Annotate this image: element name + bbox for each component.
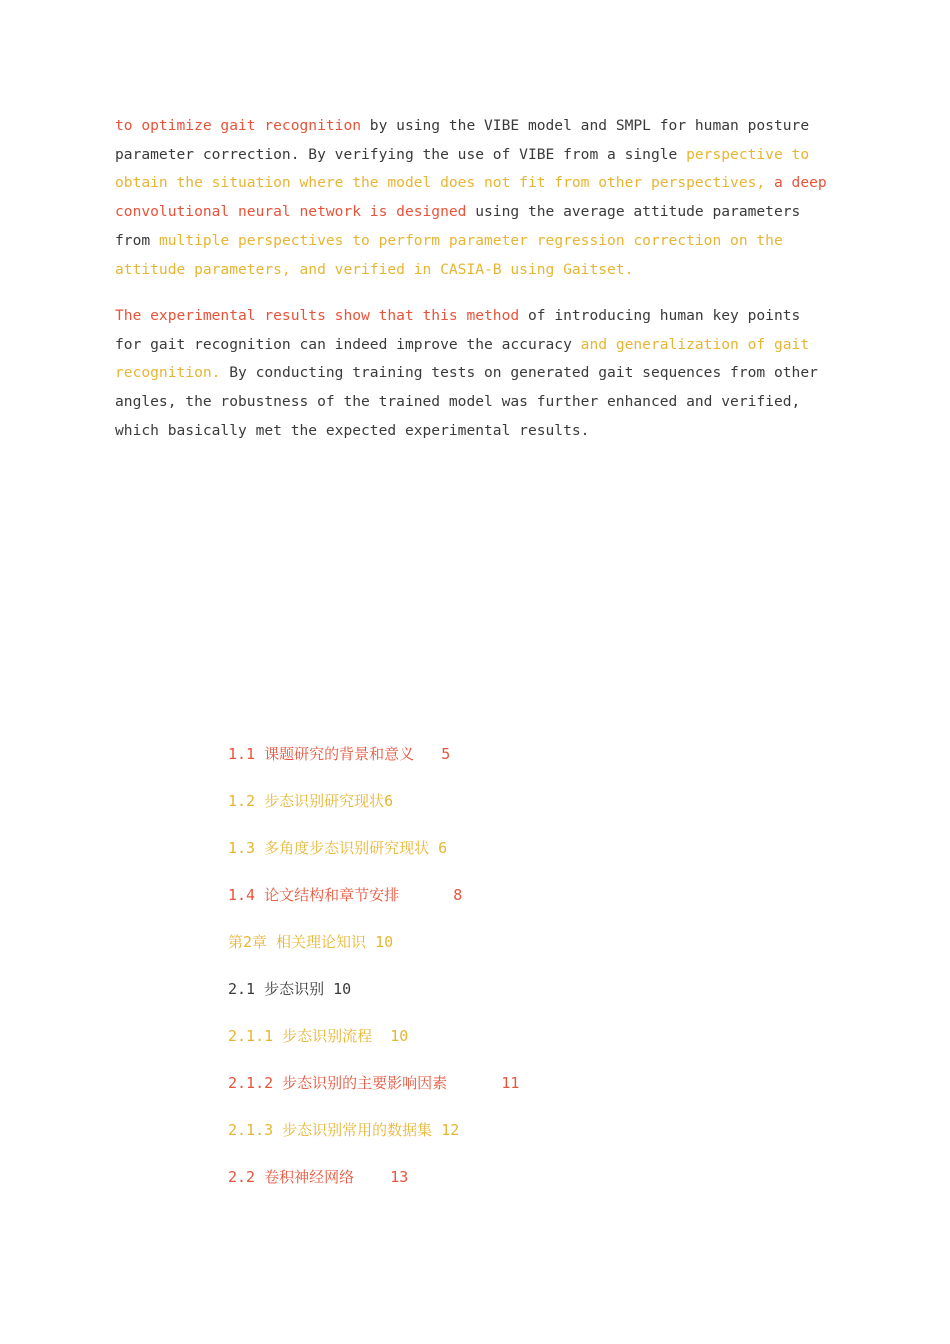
toc-entry[interactable]: 1.3 多角度步态识别研究现状 6 (228, 839, 448, 857)
toc-entry[interactable]: 1.2 步态识别研究现状6 (228, 792, 394, 810)
p1-segment: a deep convolutional neural network is designed (115, 174, 827, 221)
toc-entry[interactable]: 1.4 论文结构和章节安排 8 (228, 886, 463, 904)
toc-entry[interactable]: 2.1 步态识别 10 (228, 980, 352, 998)
p1-segment: perspective to obtain the situation where the model does not fit from other perspectives, (115, 145, 810, 192)
p1-segment: multiple perspectives to perform parameter regression correction on the attitude parameters, and verified in CASIA-B using Gaitset. (115, 231, 783, 278)
toc-entry[interactable]: 1.1 课题研究的背景和意义 5 (228, 745, 451, 763)
toc-entry[interactable]: 2.1.2 步态识别的主要影响因素 11 (228, 1074, 520, 1092)
abstract-paragraph-1 (115, 112, 835, 284)
p1-segment: using the average attitude parameters from (115, 203, 801, 249)
abstract-paragraph-2 (115, 302, 835, 446)
toc-entry[interactable]: 第2章 相关理论知识 10 (228, 933, 394, 951)
toc-entry[interactable]: 2.1.1 步态识别流程 10 (228, 1027, 409, 1045)
toc-entry[interactable]: 2.2 卷积神经网络 13 (228, 1168, 409, 1186)
p2-segment: By conducting training tests on generated gait sequences from other angles, the robustness of the trained model was further enhanced and verified, which basically met the expected experimental results. (115, 364, 818, 439)
toc-entry[interactable]: 2.1.3 步态识别常用的数据集 12 (228, 1121, 460, 1139)
p2-segment: The experimental results show that this method (115, 307, 520, 324)
table-of-contents (228, 740, 519, 1210)
p1-segment: by using the VIBE model and SMPL for human posture parameter correction. By verifying the use of VIBE from a single (115, 117, 810, 163)
p2-segment: and generalization of gait recognition. (115, 335, 810, 382)
p1-segment: to optimize gait recognition (115, 117, 362, 134)
p2-segment: of introducing human key points for gait recognition can indeed improve the accuracy (115, 307, 801, 353)
